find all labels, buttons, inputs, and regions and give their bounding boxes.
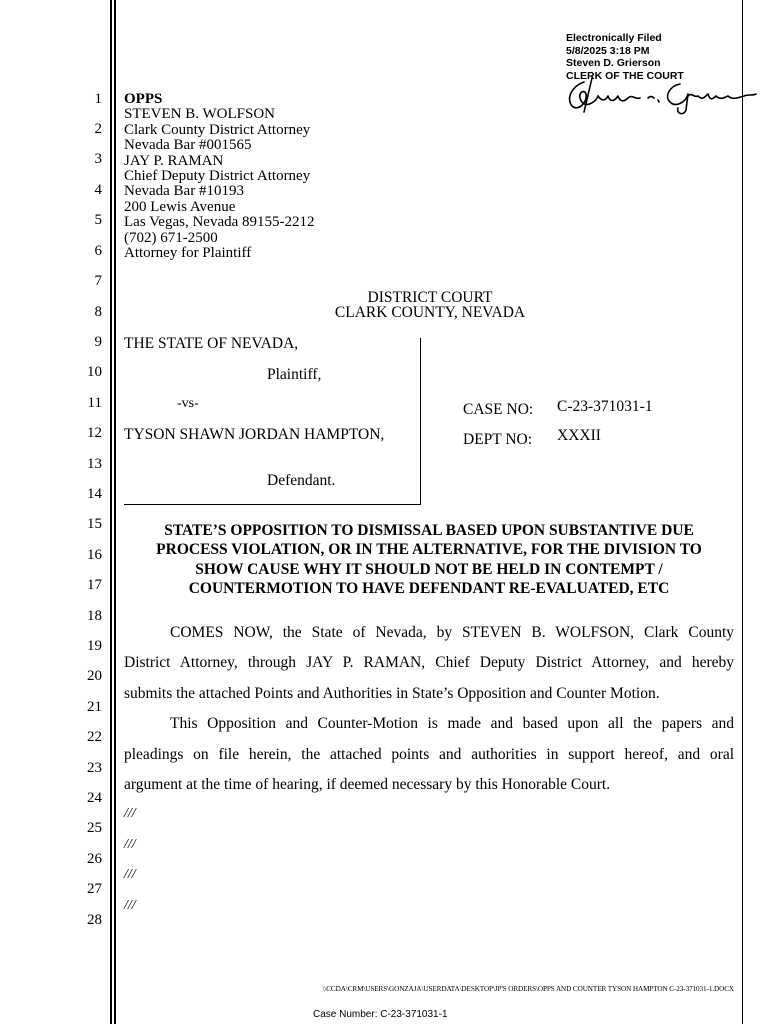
document-title-line: SHOW CAUSE WHY IT SHOULD NOT BE HELD IN CONTEMPT / (195, 560, 663, 578)
caption-box-bottom-rule (124, 504, 421, 505)
caption-box-right-rule (420, 338, 421, 505)
filing-stamp-line1: Electronically Filed (566, 32, 662, 44)
attorney-caption (124, 92, 315, 261)
line-number: 11 (87, 395, 102, 411)
line-number: 16 (87, 547, 102, 563)
document-code: OPPS (124, 91, 163, 107)
left-margin-double-rule-inner (114, 0, 116, 1024)
clerk-signature (562, 69, 758, 116)
dept-number-label: DEPT NO: (463, 431, 533, 448)
line-number: 18 (87, 608, 102, 624)
line-number: 20 (87, 668, 102, 684)
deputy-attorney-name: JAY P. RAMAN (124, 152, 224, 169)
line-number: 27 (87, 881, 102, 897)
defendant-role: Defendant. (267, 472, 336, 489)
address-line-2: Las Vegas, Nevada 89155-2212 (124, 214, 315, 231)
line-number: 15 (87, 516, 102, 532)
continuation-slashes: /// (124, 867, 136, 882)
attorney-for: Attorney for Plaintiff (124, 245, 252, 262)
case-number: C-23-371031-1 (557, 398, 653, 415)
line-number: 6 (94, 243, 102, 259)
left-margin-double-rule-outer (110, 0, 112, 1024)
line-number: 26 (87, 851, 102, 867)
line-number: 2 (94, 121, 102, 137)
continuation-slashes: /// (124, 898, 136, 913)
line-number: 7 (94, 273, 102, 289)
filing-stamp-clerk-title: CLERK OF THE COURT (566, 69, 684, 82)
paragraph-2-line-3: argument at the time of hearing, if deemed necessary by this Honorable Court. (124, 776, 611, 793)
paragraph-1-line-1: COMES NOW, the State of Nevada, by STEVEN B. WOLFSON, Clark County (170, 624, 734, 641)
filing-stamp-date: 5/8/2025 3:18 PM (566, 44, 650, 57)
line-number: 12 (87, 425, 102, 441)
line-number: 24 (87, 790, 102, 806)
paragraph-2-line-2: pleadings on file herein, the attached points and authorities in support hereof, and oral (124, 746, 734, 763)
line-number: 10 (87, 364, 102, 380)
court-county: CLARK COUNTY, NEVADA (334, 304, 526, 321)
line-number: 9 (94, 334, 102, 350)
district-attorney-bar: Nevada Bar #001565 (124, 137, 252, 154)
deputy-attorney-title: Chief Deputy District Attorney (124, 168, 311, 185)
line-number: 19 (87, 638, 102, 654)
plaintiff-role: Plaintiff, (267, 366, 322, 383)
file-path: \\CCDA\CRM\USERS\GONZAJA\USERDATA\DESKTOP\JP'S ORDERS\OPPS AND COUNTER TYSON HAMPTON C-23-371031-1.DOCX (322, 985, 734, 993)
line-number: 17 (87, 577, 102, 593)
dept-number: XXXII (557, 427, 601, 444)
deputy-attorney-bar: Nevada Bar #10193 (124, 183, 244, 200)
line-number: 22 (87, 729, 102, 745)
line-number: 21 (87, 699, 102, 715)
line-number: 13 (87, 456, 102, 472)
continuation-slashes: /// (124, 837, 136, 852)
paragraph-1-line-2: District Attorney, through JAY P. RAMAN, Chief Deputy District Attorney, and hereby (124, 654, 734, 671)
line-number: 14 (87, 486, 102, 502)
document-title-line: PROCESS VIOLATION, OR IN THE ALTERNATIVE, FOR THE DIVISION TO (156, 541, 702, 559)
line-number: 23 (87, 760, 102, 776)
line-number: 3 (94, 151, 102, 167)
document-title-line: STATE’S OPPOSITION TO DISMISSAL BASED UPON SUBSTANTIVE DUE (164, 522, 694, 539)
line-number: 25 (87, 820, 102, 836)
line-number: 28 (87, 912, 102, 928)
defendant-name: TYSON SHAWN JORDAN HAMPTON, (124, 426, 385, 443)
filing-stamp-clerk-name: Steven D. Grierson (566, 57, 661, 69)
document-title (124, 521, 734, 598)
district-attorney-name: STEVEN B. WOLFSON (124, 106, 275, 123)
phone-number: (702) 671-2500 (124, 229, 218, 246)
right-margin-rule (742, 0, 743, 1024)
line-number: 8 (94, 304, 102, 320)
paragraph-2-line-1: This Opposition and Counter-Motion is made and based upon all the papers and (170, 715, 734, 732)
continuation-slashes: /// (124, 806, 136, 821)
versus-label: -vs- (177, 396, 199, 411)
case-number-label: CASE NO: (463, 401, 534, 418)
case-number-footer: Case Number: C-23-371031-1 (313, 1009, 448, 1020)
line-number: 4 (94, 182, 102, 198)
plaintiff-name: THE STATE OF NEVADA, (124, 335, 299, 352)
court-name: DISTRICT COURT (367, 289, 493, 306)
line-number: 5 (94, 212, 102, 228)
district-attorney-title: Clark County District Attorney (124, 121, 311, 138)
line-number: 1 (94, 91, 102, 107)
paragraph-1-line-3: submits the attached Points and Authorities in State’s Opposition and Counter Motion. (124, 685, 660, 702)
address-line-1: 200 Lewis Avenue (124, 198, 236, 215)
document-title-line: COUNTERMOTION TO HAVE DEFENDANT RE-EVALUATED, ETC (188, 579, 670, 597)
